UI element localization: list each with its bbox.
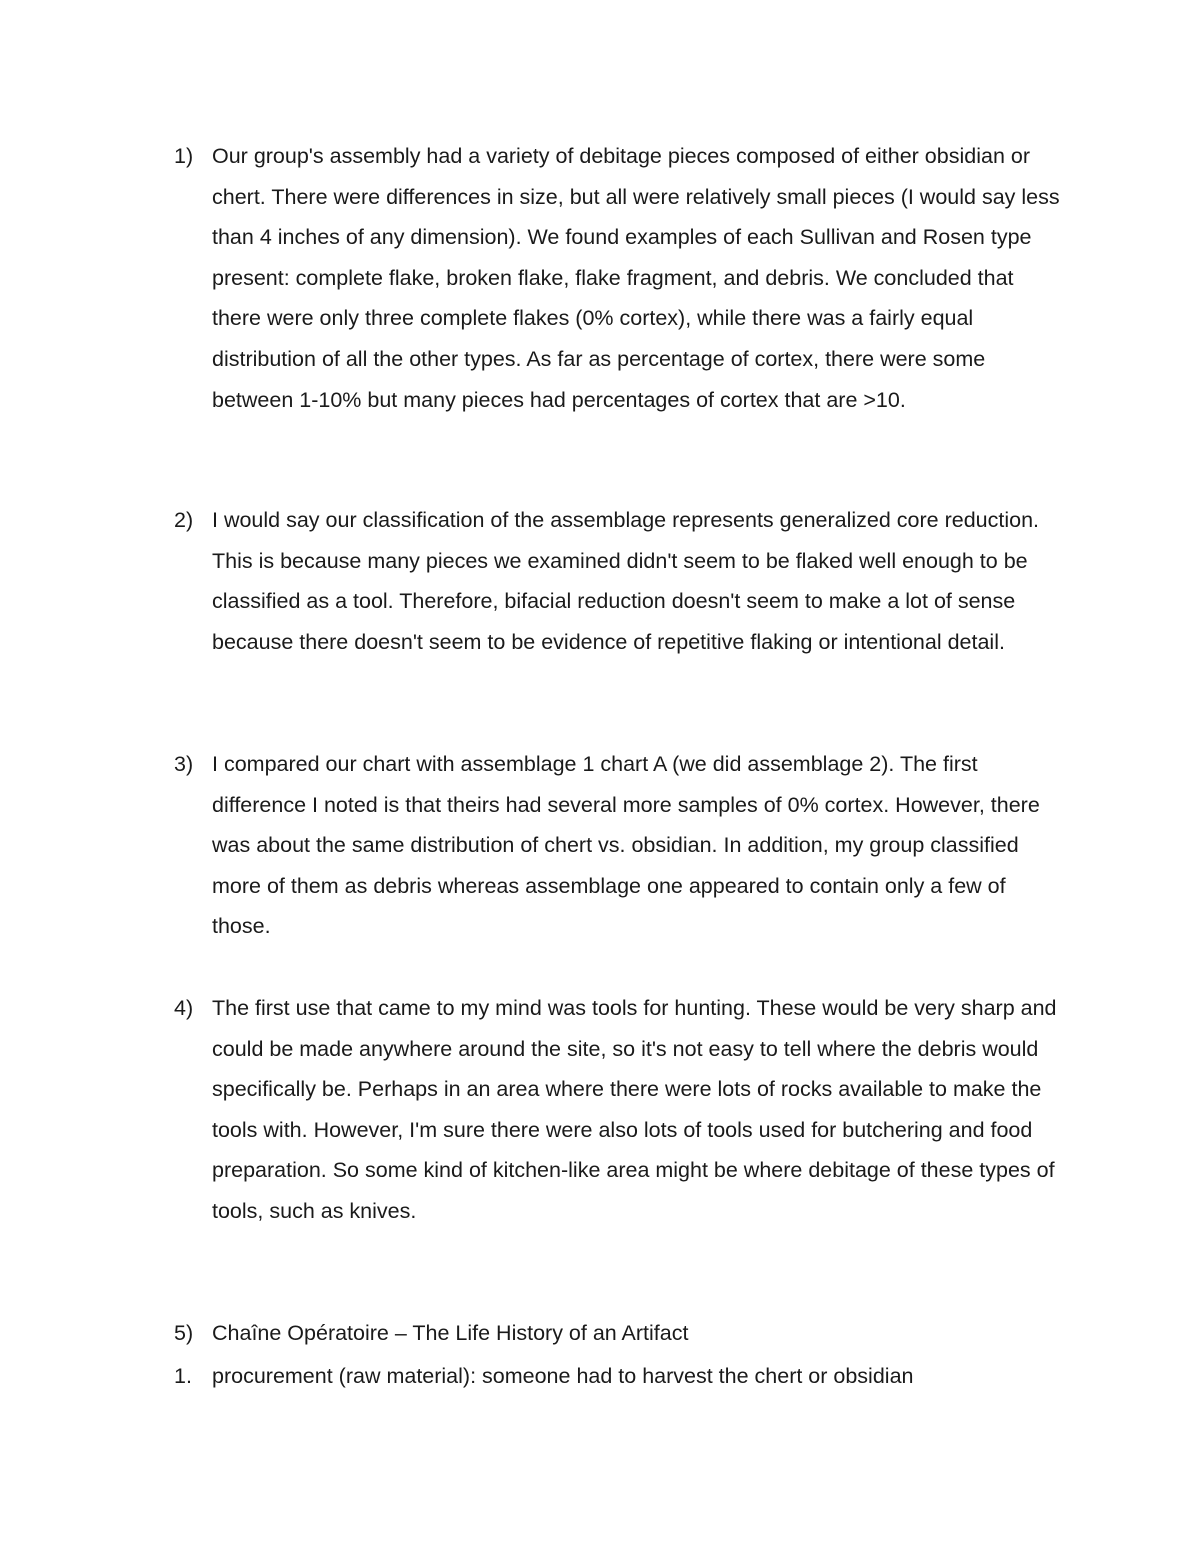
item-number: 3)	[174, 752, 194, 776]
sublist-item-1	[174, 1356, 1074, 1397]
answer-2	[174, 500, 1074, 662]
item-number: 2)	[174, 508, 194, 532]
item-number: 1.	[174, 1364, 192, 1388]
item-text: The first use that came to my mind was tools for hunting. These would be very sharp and could be made anywhere around the site, so it's not easy to tell where the debris would specifically be. Perhaps in an area where there were lots of rocks available to make the tools with. However, I'm sure there were also lots of tools used for butchering and food preparation. So some kind of kitchen-like area might be where debitage of these types of tools, such as knives.	[212, 996, 1057, 1223]
answer-1	[174, 136, 1074, 420]
item-text: I compared our chart with assemblage 1 chart A (we did assemblage 2). The first difference I noted is that theirs had several more samples of 0% cortex. However, there was about the same distribution of chert vs. obsidian. In addition, my group classified more of them as debris whereas assemblage one appeared to contain only a few of those.	[212, 752, 1040, 939]
answer-5-heading	[174, 1313, 1074, 1354]
item-text: Our group's assembly had a variety of debitage pieces composed of either obsidian or chert. There were differences in size, but all were relatively small pieces (I would say less than 4 inches of any dimension). We found examples of each Sullivan and Rosen type present: complete flake, broken flake, flake fragment, and debris. We concluded that there were only three complete flakes (0% cortex), while there was a fairly equal distribution of all the other types. As far as percentage of cortex, there were some between 1-10% but many pieces had percentages of cortex that are >10.	[212, 144, 1060, 412]
item-text: I would say our classification of the assemblage represents generalized core reduction. This is because many pieces we examined didn't seem to be flaked well enough to be classified as a tool. Therefore, bifacial reduction doesn't seem to make a lot of sense because there doesn't seem to be evidence of repetitive flaking or intentional detail.	[212, 508, 1040, 654]
item-text: Chaîne Opératoire – The Life History of an Artifact	[212, 1321, 689, 1345]
item-number: 4)	[174, 996, 194, 1020]
answer-3	[174, 744, 1074, 947]
item-number: 5)	[174, 1321, 194, 1345]
item-number: 1)	[174, 144, 194, 168]
item-text: procurement (raw material): someone had to harvest the chert or obsidian	[212, 1364, 914, 1388]
answer-4	[174, 988, 1074, 1232]
